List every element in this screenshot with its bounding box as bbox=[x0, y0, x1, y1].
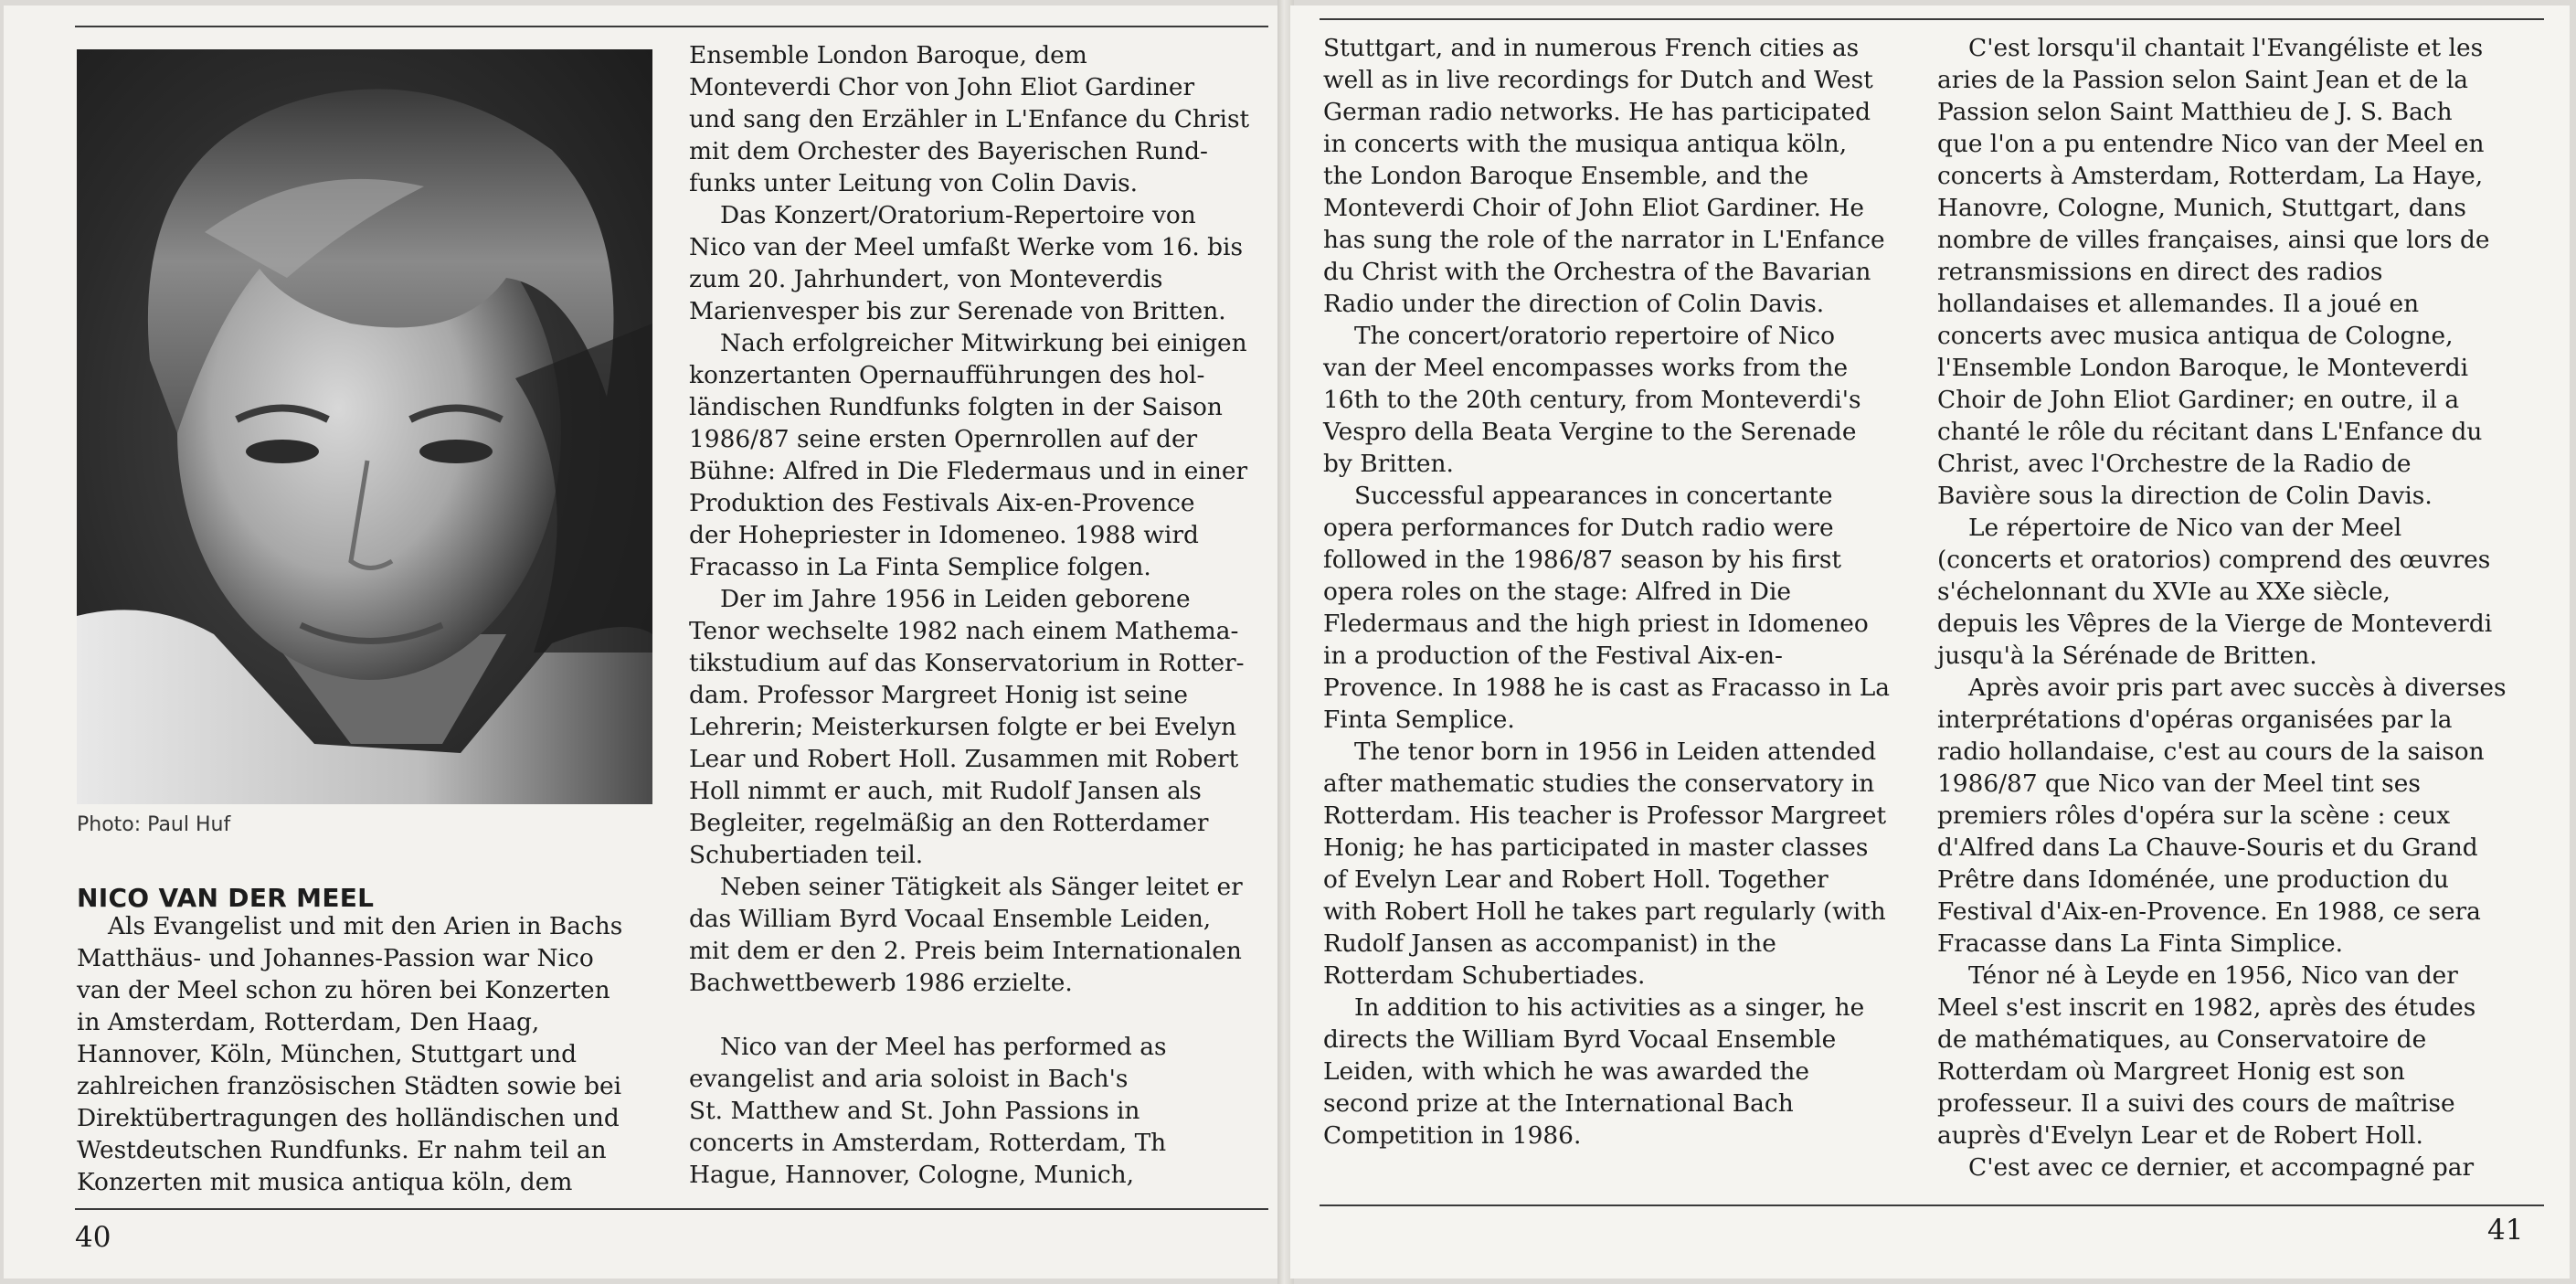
text-line: The tenor born in 1956 in Leiden attended bbox=[1354, 738, 1877, 766]
text-line: Rotterdam Schubertiades. bbox=[1323, 961, 1646, 990]
text-line: Neben seiner Tätigkeit als Sänger leitet er bbox=[720, 873, 1243, 901]
text-line: Hanovre, Cologne, Munich, Stuttgart, dans bbox=[1937, 194, 2466, 222]
text-line: Produktion des Festivals Aix-en-Provence bbox=[689, 489, 1195, 517]
bottom-rule bbox=[75, 1208, 1268, 1210]
text-line: Monteverdi Chor von John Eliot Gardiner bbox=[689, 73, 1195, 101]
text-line: with Robert Holl he takes part regularly (with bbox=[1323, 897, 1886, 926]
text-line: Prêtre dans Idoménée, une production du bbox=[1937, 865, 2449, 894]
text-line: Passion selon Saint Matthieu de J. S. Bach bbox=[1937, 98, 2453, 126]
page-number-left: 40 bbox=[75, 1221, 111, 1254]
german-text-column-2 bbox=[689, 39, 1249, 1191]
text-line: Marienvesper bis zur Serenade von Britten. bbox=[689, 297, 1226, 325]
text-line: s'échelonnant du XVIe au XXe siècle, bbox=[1937, 578, 2390, 606]
text-line: Monteverdi Choir of John Eliot Gardiner. He bbox=[1323, 194, 1864, 222]
artist-heading: NICO VAN DER MEEL bbox=[77, 883, 375, 913]
text-line: well as in live recordings for Dutch and West bbox=[1323, 66, 1873, 94]
text-line: d'Alfred dans La Chauve-Souris et du Grand bbox=[1937, 833, 2478, 862]
text-line: opera roles on the stage: Alfred in Die bbox=[1323, 578, 1792, 606]
text-line: St. Matthew and St. John Passions in bbox=[689, 1097, 1140, 1125]
text-line: Competition in 1986. bbox=[1323, 1121, 1582, 1150]
text-line: after mathematic studies the conservatory in bbox=[1323, 769, 1875, 798]
right-page bbox=[1290, 5, 2570, 1279]
text-line: concerts in Amsterdam, Rotterdam, Th bbox=[689, 1129, 1167, 1157]
text-line: Honig; he has participated in master classes bbox=[1323, 833, 1869, 862]
text-line: du Christ with the Orchestra of the Bavarian bbox=[1323, 258, 1871, 286]
text-line: German radio networks. He has participated bbox=[1323, 98, 1871, 126]
bottom-rule bbox=[1320, 1204, 2544, 1206]
text-line: Rotterdam. His teacher is Professor Margreet bbox=[1323, 801, 1887, 830]
text-line: Fracasse dans La Finta Simplice. bbox=[1937, 929, 2344, 958]
text-line: zahlreichen französischen Städten sowie bei bbox=[77, 1072, 622, 1100]
text-line: Schubertiaden teil. bbox=[689, 841, 924, 869]
text-line: opera performances for Dutch radio were bbox=[1323, 514, 1834, 542]
text-line: Westdeutschen Rundfunks. Er nahm teil an bbox=[77, 1136, 607, 1164]
text-line: Meel s'est inscrit en 1982, après des études bbox=[1937, 993, 2476, 1022]
text-line: Le répertoire de Nico van der Meel bbox=[1968, 514, 2402, 542]
page-number-right: 41 bbox=[2487, 1214, 2524, 1247]
text-line: In addition to his activities as a singer, he bbox=[1354, 993, 1865, 1022]
text-line: tikstudium auf das Konservatorium in Rotter- bbox=[689, 649, 1245, 677]
text-line: Christ, avec l'Orchestre de la Radio de bbox=[1937, 450, 2412, 478]
text-line: has sung the role of the narrator in L'Enfance bbox=[1323, 226, 1885, 254]
text-line: hollandaises et allemandes. Il a joué en bbox=[1937, 290, 2420, 318]
text-line: Lear und Robert Holl. Zusammen mit Robert bbox=[689, 745, 1239, 773]
text-line: und sang den Erzähler in L'Enfance du Christ bbox=[689, 105, 1250, 133]
text-line: 1986/87 seine ersten Opernrollen auf der bbox=[689, 425, 1198, 453]
text-line: Matthäus- und Johannes-Passion war Nico bbox=[77, 944, 594, 972]
text-line: van der Meel schon zu hören bei Konzerten bbox=[77, 976, 610, 1004]
text-line: konzertanten Opernaufführungen des hol- bbox=[689, 361, 1205, 389]
top-rule bbox=[1320, 18, 2544, 20]
text-line: chanté le rôle du récitant dans L'Enfance du bbox=[1937, 418, 2483, 446]
text-line: in Amsterdam, Rotterdam, Den Haag, bbox=[77, 1008, 540, 1036]
text-line: l'Ensemble London Baroque, le Monteverdi bbox=[1937, 354, 2469, 382]
text-line: das William Byrd Vocaal Ensemble Leiden, bbox=[689, 905, 1212, 933]
text-line: directs the William Byrd Vocaal Ensemble bbox=[1323, 1025, 1837, 1054]
text-line: the London Baroque Ensemble, and the bbox=[1323, 162, 1809, 190]
text-line: concerts à Amsterdam, Rotterdam, La Haye, bbox=[1937, 162, 2484, 190]
portrait-image bbox=[77, 49, 652, 804]
text-line: Nico van der Meel has performed as bbox=[720, 1033, 1167, 1061]
text-line: retransmissions en direct des radios bbox=[1937, 258, 2383, 286]
text-line: of Evelyn Lear and Robert Holl. Together bbox=[1323, 865, 1829, 894]
text-line: de mathématiques, au Conservatoire de bbox=[1937, 1025, 2427, 1054]
text-line: que l'on a pu entendre Nico van der Meel en bbox=[1937, 130, 2485, 158]
artist-portrait-photo bbox=[77, 49, 652, 804]
text-line: concerts avec musica antiqua de Cologne, bbox=[1937, 322, 2454, 350]
text-line: Festival d'Aix-en-Provence. En 1988, ce sera bbox=[1937, 897, 2481, 926]
text-line: Radio under the direction of Colin Davis. bbox=[1323, 290, 1825, 318]
text-line: by Britten. bbox=[1323, 450, 1454, 478]
text-line: funks unter Leitung von Colin Davis. bbox=[689, 169, 1139, 197]
text-line: (concerts et oratorios) comprend des œuvres bbox=[1937, 546, 2491, 574]
text-line: followed in the 1986/87 season by his first bbox=[1323, 546, 1842, 574]
text-line: Nico van der Meel umfaßt Werke vom 16. bis bbox=[689, 233, 1244, 261]
text-line: Bachwettbewerb 1986 erzielte. bbox=[689, 969, 1073, 997]
text-line: 1986/87 que Nico van der Meel tint ses bbox=[1937, 769, 2421, 798]
text-line: 16th to the 20th century, from Monteverdi's bbox=[1323, 386, 1861, 414]
text-line: Provence. In 1988 he is cast as Fracasso in La bbox=[1323, 674, 1891, 702]
text-line: Bavière sous la direction de Colin Davis. bbox=[1937, 482, 2433, 510]
text-line: aries de la Passion selon Saint Jean et de la bbox=[1937, 66, 2469, 94]
text-line: Ténor né à Leyde en 1956, Nico van der bbox=[1968, 961, 2458, 990]
text-line: Konzerten mit musica antiqua köln, dem bbox=[77, 1168, 573, 1196]
text-line: Der im Jahre 1956 in Leiden geborene bbox=[720, 585, 1191, 613]
text-line: Begleiter, regelmäßig an den Rotterdamer bbox=[689, 809, 1209, 837]
text-line: Successful appearances in concertante bbox=[1354, 482, 1833, 510]
text-line: premiers rôles d'opéra sur la scène : ceux bbox=[1937, 801, 2451, 830]
text-line: Nach erfolgreicher Mitwirkung bei einigen bbox=[720, 329, 1247, 357]
text-line: Holl nimmt er auch, mit Rudolf Jansen als bbox=[689, 777, 1202, 805]
text-line: Vespro della Beata Vergine to the Serenade bbox=[1323, 418, 1857, 446]
text-line: in concerts with the musiqua antiqua köln, bbox=[1323, 130, 1848, 158]
text-line: Hague, Hannover, Cologne, Munich, bbox=[689, 1161, 1135, 1189]
text-line: nombre de villes françaises, ainsi que lors de bbox=[1937, 226, 2490, 254]
photo-caption: Photo: Paul Huf bbox=[77, 813, 231, 836]
text-line: Rudolf Jansen as accompanist) in the bbox=[1323, 929, 1776, 958]
paragraph-gap bbox=[689, 999, 1249, 1031]
text-line: Stuttgart, and in numerous French cities as bbox=[1323, 34, 1860, 62]
text-line: professeur. Il a suivi des cours de maîtrise bbox=[1937, 1089, 2455, 1118]
text-line: interprétations d'opéras organisées par la bbox=[1937, 706, 2453, 734]
text-line: auprès d'Evelyn Lear et de Robert Holl. bbox=[1937, 1121, 2423, 1150]
text-line: jusqu'à la Sérénade de Britten. bbox=[1937, 642, 2317, 670]
text-line: Hannover, Köln, München, Stuttgart und bbox=[77, 1040, 577, 1068]
text-line: Lehrerin; Meisterkursen folgte er bei Evelyn bbox=[689, 713, 1237, 741]
top-rule bbox=[75, 26, 1268, 27]
text-line: der Hohepriester in Idomeneo. 1988 wird bbox=[689, 521, 1199, 549]
text-line: Ensemble London Baroque, dem bbox=[689, 41, 1087, 69]
text-line: van der Meel encompasses works from the bbox=[1323, 354, 1849, 382]
text-line: Fledermaus and the high priest in Idomeneo bbox=[1323, 610, 1869, 638]
text-line: evangelist and aria soloist in Bach's bbox=[689, 1065, 1129, 1093]
text-line: Finta Semplice. bbox=[1323, 706, 1515, 734]
german-text-column-1 bbox=[77, 910, 622, 1198]
text-line: Direktübertragungen des holländischen und bbox=[77, 1104, 620, 1132]
text-line: mit dem er den 2. Preis beim Internationalen bbox=[689, 937, 1242, 965]
text-line: Leiden, with which he was awarded the bbox=[1323, 1057, 1810, 1086]
text-line: zum 20. Jahrhundert, von Monteverdis bbox=[689, 265, 1163, 293]
text-line: Rotterdam où Margreet Honig est son bbox=[1937, 1057, 2405, 1086]
text-line: second prize at the International Bach bbox=[1323, 1089, 1794, 1118]
left-page bbox=[4, 5, 1281, 1279]
text-line: dam. Professor Margreet Honig ist seine bbox=[689, 681, 1188, 709]
french-text-column bbox=[1937, 32, 2507, 1183]
text-line: depuis les Vêpres de la Vierge de Monteverdi bbox=[1937, 610, 2493, 638]
text-line: The concert/oratorio repertoire of Nico bbox=[1354, 322, 1836, 350]
text-line: radio hollandaise, c'est au cours de la saison bbox=[1937, 738, 2485, 766]
text-line: Als Evangelist und mit den Arien in Bachs bbox=[108, 912, 623, 940]
text-line: mit dem Orchester des Bayerischen Rund- bbox=[689, 137, 1208, 165]
text-line: Choir de John Eliot Gardiner; en outre, il a bbox=[1937, 386, 2460, 414]
text-line: Tenor wechselte 1982 nach einem Mathema- bbox=[689, 617, 1239, 645]
text-line: Fracasso in La Finta Semplice folgen. bbox=[689, 553, 1151, 581]
text-line: C'est lorsqu'il chantait l'Evangéliste et les bbox=[1968, 34, 2484, 62]
text-line: Après avoir pris part avec succès à diverses bbox=[1968, 674, 2507, 702]
text-line: C'est avec ce dernier, et accompagné par bbox=[1968, 1153, 2475, 1182]
text-line: in a production of the Festival Aix-en- bbox=[1323, 642, 1783, 670]
text-line: ländischen Rundfunks folgten in der Saison bbox=[689, 393, 1223, 421]
text-line: Bühne: Alfred in Die Fledermaus und in einer bbox=[689, 457, 1248, 485]
text-line: Das Konzert/Oratorium-Repertoire von bbox=[720, 201, 1196, 229]
english-text-column bbox=[1323, 32, 1890, 1151]
